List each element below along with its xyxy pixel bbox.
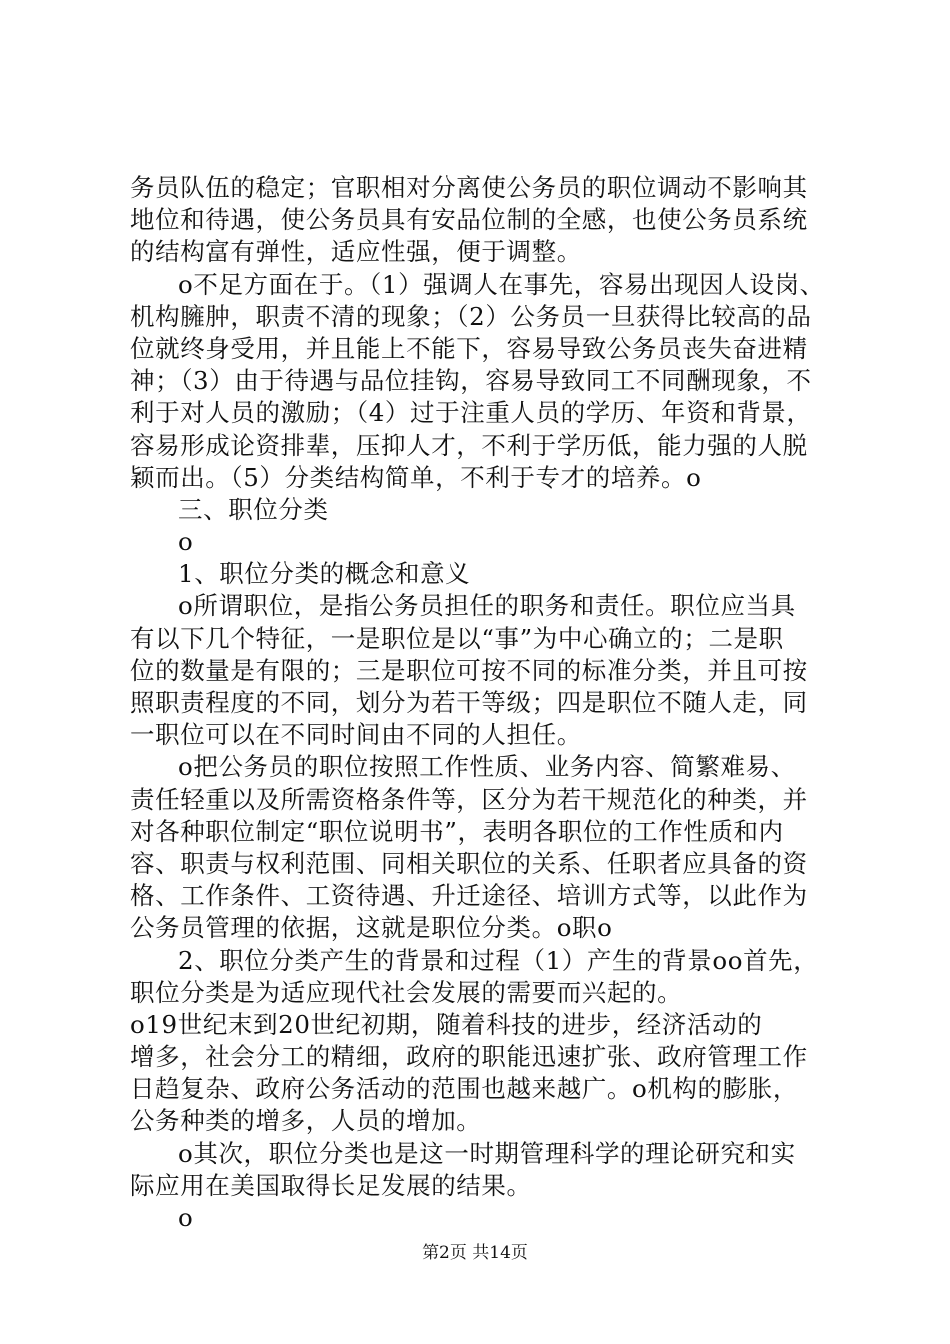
text-line-8: 利于对人员的激励；（4）过于注重人员的学历、年资和背景， — [130, 398, 812, 428]
text-line-26: 职位分类是为适应现代社会发展的需要而兴起的。 — [130, 977, 683, 1007]
text-line-29: 日趋复杂、政府公务活动的范围也越来越广。o机构的膨胀， — [130, 1074, 798, 1104]
text-line-1: 务员队伍的稳定；官职相对分离使公务员的职位调动不影响其 — [130, 173, 808, 202]
text-line-20: 责任轻重以及所需资格条件等，区分为若干规范化的种类，并 — [130, 784, 808, 814]
text-line-2: 地位和待遇，使公务员具有安品位制的全感，也使公务员系统 — [130, 205, 808, 235]
text-line-16: 位的数量是有限的；三是职位可按不同的标准分类，并且可按 — [130, 655, 808, 685]
text-line-23: 格、工作条件、工资待遇、升迁途径、培训方式等，以此作为 — [130, 881, 808, 911]
text-line-30: 公务种类的增多，人员的增加。 — [130, 1106, 482, 1136]
text-line-31: o其次，职位分类也是这一时期管理科学的理论研究和实 — [178, 1138, 796, 1168]
text-line-25: 2、职位分类产生的背景和过程（1）产生的背景oo首先， — [178, 945, 819, 975]
text-line-19: o把公务员的职位按照工作性质、业务内容、简繁难易、 — [178, 752, 796, 782]
text-line-15: 有以下几个特征，一是职位是以“事”为中心确立的；二是职 — [130, 623, 784, 653]
text-line-12: o — [178, 527, 194, 557]
page-number-footer: 第2页 共14页 — [422, 1243, 528, 1263]
text-line-5: 机构臃肿，职责不清的现象；（2）公务员一旦获得比较高的品 — [130, 301, 812, 331]
text-line-14: o所谓职位，是指公务员担任的职务和责任。职位应当具 — [178, 591, 796, 621]
text-line-6: 位就终身受用，并且能上不能下，容易导致公务员丧失奋进精 — [130, 333, 808, 363]
section-heading: 三、职位分类 — [178, 494, 329, 524]
text-line-7: 神；（3）由于待遇与品位挂钩，容易导致同工不同酬现象，不 — [130, 366, 812, 396]
text-line-22: 容、职责与权利范围、同相关职位的关系、任职者应具备的资 — [130, 848, 808, 878]
subsection-heading: 1、职位分类的概念和意义 — [178, 559, 471, 589]
text-line-24: 公务员管理的依据，这就是职位分类。o职o — [130, 913, 613, 943]
text-line-9: 容易形成论资排辈，压抑人才，不利于学历低，能力强的人脱 — [130, 430, 808, 460]
text-line-27: o19世纪末到20世纪初期，随着科技的进步，经济活动的 — [130, 1009, 763, 1039]
text-line-32: 际应用在美国取得长足发展的结果。 — [130, 1170, 532, 1200]
text-line-17: 照职责程度的不同，划分为若干等级；四是职位不随人走，同 — [130, 688, 808, 717]
text-line-28: 增多，社会分工的精细，政府的职能迅速扩张、政府管理工作 — [130, 1042, 808, 1072]
text-line-18: 一职位可以在不同时间由不同的人担任。 — [130, 720, 582, 750]
text-line-21: 对各种职位制定“职位说明书”，表明各职位的工作性质和内 — [130, 816, 784, 846]
text-line-4: o不足方面在于。（1）强调人在事先，容易出现因人设岗、 — [178, 269, 825, 299]
body-text — [130, 172, 830, 1234]
text-line-3: 的结构富有弹性，适应性强，便于调整。 — [130, 237, 582, 267]
text-line-10: 颖而出。（5）分类结构简单，不利于专才的培养。o — [130, 462, 702, 492]
text-line-33: o — [178, 1203, 194, 1232]
